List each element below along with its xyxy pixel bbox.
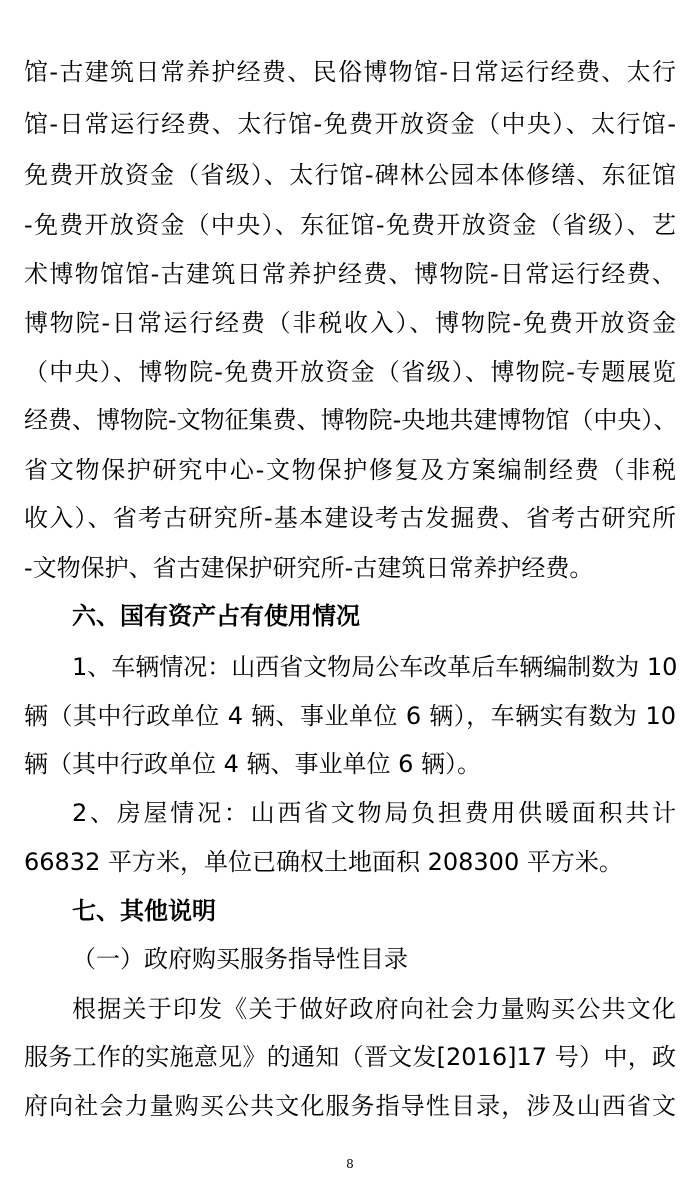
body-text-line: 66832 平方米，单位已确权土地面积 208300 平方米。 [24,848,623,876]
body-text-line: 根据关于印发《关于做好政府向社会力量购买公共文化 [72,995,676,1023]
body-text-line: 辆（其中行政单位 4 辆、事业单位 6 辆）。 [24,750,482,778]
body-text-line: -文物保护、省古建保护研究所-古建筑日常养护经费。 [24,554,594,582]
body-text-line: 免费开放资金（省级）、太行馆-碑林公园本体修缮、东征馆 [24,161,676,189]
section-heading: 七、其他说明 [72,897,216,925]
body-text-line: 2、房屋情况：山西省文物局负担费用供暖面积共计 [72,799,676,827]
section-heading: 六、国有资产占有使用情况 [72,602,360,630]
body-text-line: 馆-古建筑日常养护经费、民俗博物馆-日常运行经费、太行 [24,58,676,86]
body-text-line: 博物院-日常运行经费（非税收入）、博物院-免费开放资金 [24,309,676,337]
body-text-line: 收入）、省考古研究所-基本建设考古发掘费、省考古研究所 [24,504,676,532]
subsection-heading: （一）政府购买服务指导性目录 [72,945,408,973]
body-text-line: 省文物保护研究中心-文物保护修复及方案编制经费（非税 [24,456,676,484]
body-text-line: 辆（其中行政单位 4 辆、事业单位 6 辆），车辆实有数为 10 [24,702,676,730]
body-text-line: 馆-日常运行经费、太行馆-免费开放资金（中央）、太行馆- [24,110,676,138]
body-text-line: 1、车辆情况：山西省文物局公车改革后车辆编制数为 10 [72,653,678,681]
body-text-line: 术博物馆馆-古建筑日常养护经费、博物院-日常运行经费、 [24,260,676,288]
body-text-line: 经费、博物院-文物征集费、博物院-央地共建博物馆（中央）、 [24,406,678,434]
body-text-line: （中央）、博物院-免费开放资金（省级）、博物院-专题展览 [24,358,676,386]
body-text-line: -免费开放资金（中央）、东征馆-免费开放资金（省级）、艺 [24,211,676,239]
body-text-line: 服务工作的实施意见》的通知（晋文发[2016]17 号）中，政 [24,1043,676,1071]
page-number: 8 [346,1157,354,1171]
body-text-line: 府向社会力量购买公共文化服务指导性目录，涉及山西省文 [24,1092,676,1120]
